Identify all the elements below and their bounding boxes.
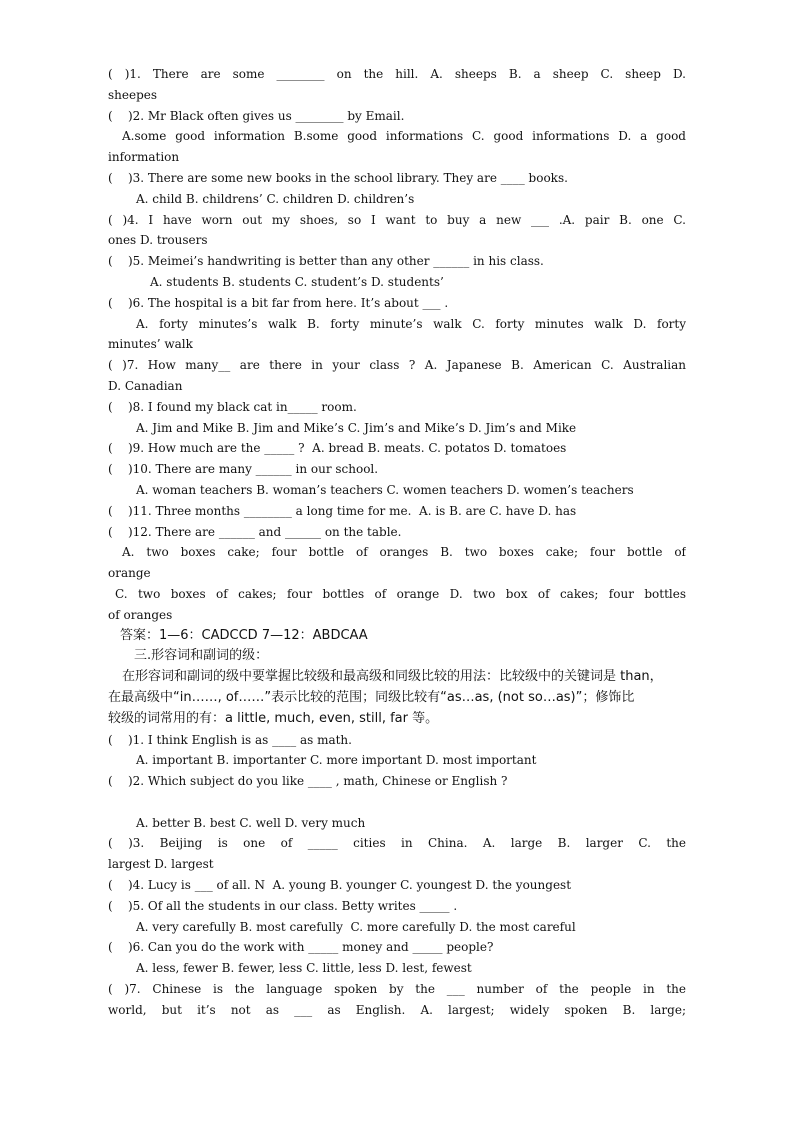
text-line: 在最高级中“in……, of……”表示比较的范围；同级比较有“as…as, (not so…as)”；修饰比 [108,689,635,705]
text-line: ( )5. Meimei’s handwriting is better than any other ______ in his class. [108,254,544,269]
text-line: A.some good information B.some good informations C. good informations D. a good [122,129,686,144]
text-line: ( )1. There are some ________ on the hill. A. sheeps B. a sheep C. sheep D. [108,67,686,81]
text-line: ( )2. Mr Black often gives us ________ by Email. [108,108,405,123]
text-line: A. important B. importanter C. more important D. most important [136,753,537,768]
text-line: ( )12. There are ______ and ______ on the table. [108,524,402,539]
text-line: sheepes [108,87,158,102]
text-line: information [108,150,180,165]
text-line: A. forty minutes’s walk B. forty minute’s walk C. forty minutes walk D. forty [136,316,686,331]
text-line: world, but it’s not as ___ as English. A. largest; widely spoken B. large; [108,1002,686,1017]
text-line: largest D. largest [108,857,214,872]
text-line: ( )3. Beijing is one of _____ cities in China. A. large B. larger C. the [108,836,686,851]
blank-line [108,792,686,813]
text-line: 答案：1—6：CADCCD 7—12：ABDCAA [120,627,368,643]
text-line: 较级的词常用的有：a little, much, even, still, far 等。 [108,710,439,726]
text-line: ( )7. Chinese is the language spoken by the ___ number of the people in the [108,982,686,997]
text-line: ( )8. I found my black cat in_____ room. [108,399,357,414]
text-line: A. woman teachers B. woman’s teachers C. women teachers D. women’s teachers [136,482,634,497]
text-line: ( )11. Three months ________ a long time for me. A. is B. are C. have D. has [108,503,577,518]
document-page [108,64,686,1021]
text-line: A. less, fewer B. fewer, less C. little, less D. lest, fewest [136,961,472,976]
text-line: ( )4. Lucy is ___ of all. N A. young B. younger C. youngest D. the youngest [108,878,572,893]
text-line: ones D. trousers [108,233,208,248]
text-line: 三.形容词和副词的级： [134,648,269,664]
text-line: 在形容词和副词的级中要掌握比较级和最高级和同级比较的用法：比较级中的关键词是 than， [122,669,663,685]
text-line: ( )6. The hospital is a bit far from here. It’s about ___ . [108,295,449,310]
text-line: C. two boxes of cakes; four bottles of orange D. two box of cakes; four bottles [115,586,686,601]
text-line: ( )2. Which subject do you like ____ , math, Chinese or English ? [108,774,508,789]
text-line: ( )9. How much are the _____ ? A. bread B. meats. C. potatos D. tomatoes [108,441,567,456]
text-line: ( )1. I think English is as ____ as math. [108,732,352,747]
text-line: A. very carefully B. most carefully C. more carefully D. the most careful [136,919,576,934]
text-line: D. Canadian [108,378,183,393]
text-line: of oranges [108,607,173,622]
text-line: ( )4. I have worn out my shoes, so I want to buy a new ___ .A. pair B. one C. [108,212,686,227]
text-line: ( )6. Can you do the work with _____ money and _____ people? [108,940,494,955]
text-line: A. child B. childrens’ C. children D. children’s [136,191,415,206]
text-line: A. two boxes cake; four bottle of oranges B. two boxes cake; four bottle of [122,545,686,560]
text-line: ( )10. There are many ______ in our school. [108,462,379,477]
text-line: A. better B. best C. well D. very much [136,815,366,830]
text-line: A. students B. students C. student’s D. students’ [150,274,444,289]
text-line: minutes’ walk [108,337,193,352]
text-line: ( )5. Of all the students in our class. Betty writes _____ . [108,898,458,913]
text-line: A. Jim and Mike B. Jim and Mike’s C. Jim’s and Mike’s D. Jim’s and Mike [136,420,577,435]
text-line: ( )3. There are some new books in the school library. They are ____ books. [108,170,568,185]
text-line: orange [108,566,151,581]
text-line: ( )7. How many__ are there in your class ? A. Japanese B. American C. Australian [108,358,686,373]
